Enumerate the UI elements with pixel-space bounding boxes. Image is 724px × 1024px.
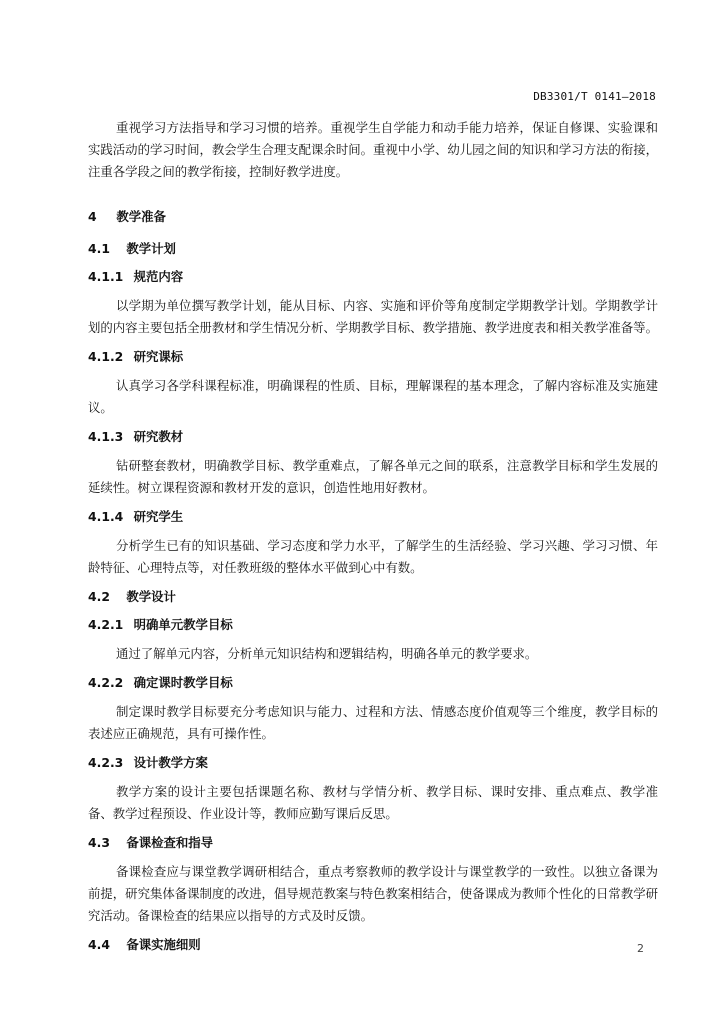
section-title: 明确单元教学目标 — [133, 617, 233, 632]
section-title: 研究教材 — [133, 429, 184, 444]
section-number: 4.2 — [88, 589, 110, 604]
intro-paragraph: 重视学习方法指导和学习习惯的培养。重视学生自学能力和动手能力培养，保证自修课、实验课和实践活动的学习时间，教会学生合理支配课余时间。重视中小学、幼儿园之间的知识和学习方法的衔接，注重各学段之间的教学衔接，控制好教学进度。 — [88, 120, 658, 179]
section-heading — [88, 427, 658, 445]
section-paragraph: 通过了解单元内容，分析单元知识结构和逻辑结构，明确各单元的教学要求。 — [116, 646, 538, 661]
section-number: 4.2.1 — [88, 617, 124, 632]
page-number: 2 — [637, 942, 644, 955]
section-4-1-1 — [88, 267, 658, 339]
section-title: 设计教学方案 — [133, 755, 208, 770]
section-4-1-heading — [88, 239, 658, 257]
section-paragraph: 分析学生已有的知识基础、学习态度和学力水平，了解学生的生活经验、学习兴趣、学习习惯、年龄特征、心理特点等，对任教班级的整体水平做到心中有数。 — [88, 538, 658, 575]
section-heading — [88, 673, 658, 691]
section-title: 规范内容 — [133, 269, 184, 284]
section-4-4-heading — [88, 935, 658, 953]
section-heading — [88, 267, 658, 285]
section-4-1-3 — [88, 427, 658, 499]
section-number: 4.2.3 — [88, 755, 124, 770]
section-number: 4.4 — [88, 937, 110, 952]
section-title: 教学计划 — [126, 241, 176, 256]
section-title: 教学准备 — [116, 209, 166, 224]
section-title: 教学设计 — [126, 589, 176, 604]
section-4-2-2 — [88, 673, 658, 745]
section-paragraph: 教学方案的设计主要包括课题名称、教材与学情分析、教学目标、课时安排、重点难点、教学准备、教学过程预设、作业设计等，教师应勤写课后反思。 — [88, 784, 658, 821]
section-heading — [88, 615, 658, 633]
section-title: 备课检查和指导 — [126, 835, 214, 850]
section-title: 研究学生 — [133, 509, 184, 524]
standard-code: DB3301/T 0141—2018 — [533, 90, 656, 103]
section-4-2-heading — [88, 587, 658, 605]
section-4-heading — [88, 207, 658, 225]
section-number: 4 — [88, 209, 97, 224]
section-paragraph: 制定课时教学目标要充分考虑知识与能力、过程和方法、情感态度价值观等三个维度，教学目标的表述应正确规范，具有可操作性。 — [88, 704, 658, 741]
section-heading — [88, 753, 658, 771]
section-title: 备课实施细则 — [126, 937, 201, 952]
section-paragraph: 备课检查应与课堂教学调研相结合，重点考察教师的教学设计与课堂教学的一致性。以独立备课为前提，研究集体备课制度的改进，倡导规范教案与特色教案相结合，使备课成为教师个性化的日常教学研究活动。备课检查的结果应以指导的方式及时反馈。 — [88, 864, 658, 923]
section-title: 确定课时教学目标 — [133, 675, 233, 690]
section-heading — [88, 347, 658, 365]
section-paragraph: 钻研整套教材，明确教学目标、教学重难点，了解各单元之间的联系，注意教学目标和学生发展的延续性。树立课程资源和教材开发的意识，创造性地用好教材。 — [88, 458, 658, 495]
section-number: 4.3 — [88, 835, 110, 850]
section-number: 4.1.2 — [88, 349, 124, 364]
section-number: 4.2.2 — [88, 675, 124, 690]
section-heading — [88, 833, 658, 851]
section-paragraph: 以学期为单位撰写教学计划，能从目标、内容、实施和评价等角度制定学期教学计划。学期教学计划的内容主要包括全册教材和学生情况分析、学期教学目标、教学措施、教学进度表和相关教学准备等。 — [88, 298, 658, 335]
section-paragraph: 认真学习各学科课程标准，明确课程的性质、目标，理解课程的基本理念，了解内容标准及实施建议。 — [88, 378, 658, 415]
section-4-2-3 — [88, 753, 658, 825]
section-4-2-1 — [88, 615, 658, 665]
section-number: 4.1.3 — [88, 429, 124, 444]
section-number: 4.1.4 — [88, 509, 124, 524]
section-4-1-4 — [88, 507, 658, 579]
section-number: 4.1.1 — [88, 269, 124, 284]
section-number: 4.1 — [88, 241, 110, 256]
section-title: 研究课标 — [133, 349, 184, 364]
section-heading — [88, 507, 658, 525]
section-4-3 — [88, 833, 658, 927]
document-body — [88, 117, 658, 963]
section-4-1-2 — [88, 347, 658, 419]
